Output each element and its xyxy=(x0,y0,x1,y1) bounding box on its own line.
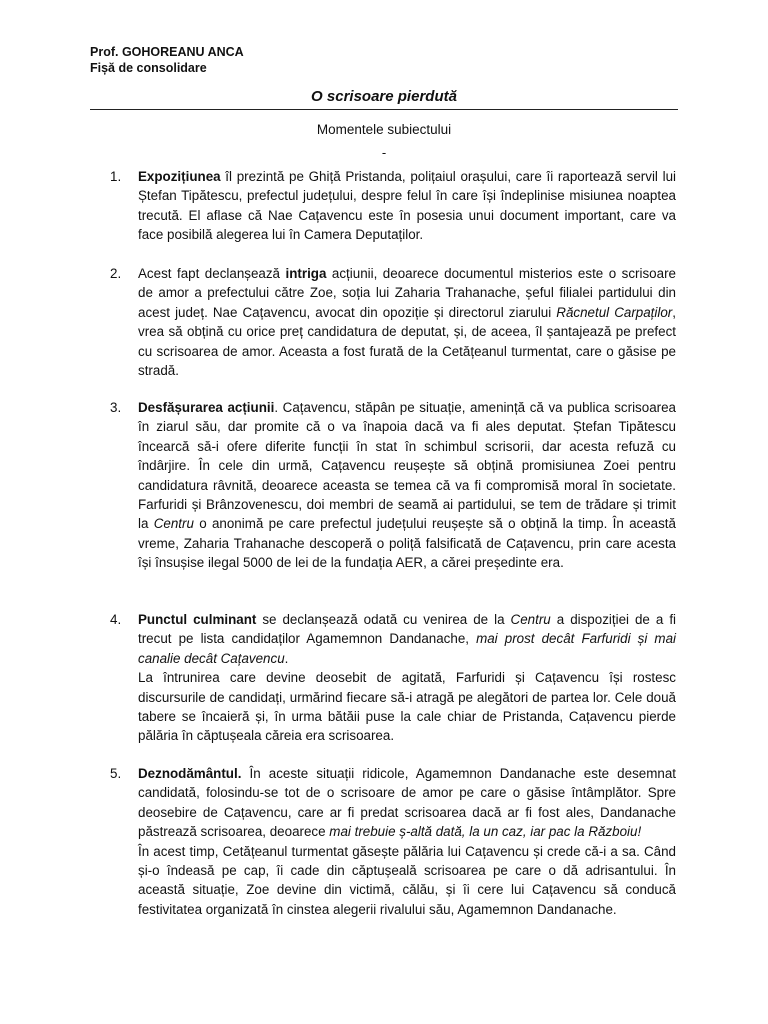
item-italic: mai prost decât Farfuridi și mai canalie decât Cațavencu xyxy=(138,631,676,666)
item-text: . xyxy=(284,650,289,666)
list-item-climax xyxy=(110,610,677,746)
section-heading: Momentele subiectului xyxy=(316,122,452,137)
item-number: 2. xyxy=(110,266,122,281)
item-keyword: intriga xyxy=(285,266,327,281)
item-text: Acest fapt declanșează xyxy=(138,266,286,281)
item-number: 1. xyxy=(110,169,122,184)
item-text: o anonimă pe care prefectul județului reușește să o obțină la timp. În această vreme, Zaharia Trahanache descoperă o poliță falsificată de Cațavencu, prin care acesta își însușise ilegal 5000 de lei de la fundația AER, a cărei președinte era. xyxy=(138,516,676,571)
item-text: acțiunii, deoarece documentul misterios este o scrisoare de amor a prefectului către Zoe, soția lui Zaharia Trahanache, șeful filialei partidului din acest județ. Nae Cațavencu, avocat din opoziție și directorul ziarului xyxy=(138,266,676,320)
item-paragraph: La întrunirea care devine deosebit de agitată, Farfuridi și Cațavencu își rostesc discursurile de candidați, urmărind fiecare să-i atragă pe alegători de partea lor. Cele două tabere se încaieră și, în urma bătăii puse la cale chiar de Pristanda, Cațavencu pierde pălăria în căptușeala căreia era scrisoarea. xyxy=(138,670,676,744)
item-number: 4. xyxy=(110,612,122,627)
item-keyword: Deznodământul. xyxy=(138,766,242,781)
item-text: se declanșează odată cu venirea de la xyxy=(256,612,511,627)
item-keyword: Desfășurarea acțiunii xyxy=(138,400,275,415)
author-name: Prof. GOHOREANU ANCA xyxy=(90,45,244,59)
item-paragraph xyxy=(138,764,676,842)
item-keyword: Expozițiunea xyxy=(138,169,221,184)
item-italic: Răcnetul Carpaților xyxy=(556,304,673,320)
list-item-intrigue xyxy=(110,264,676,380)
title-divider xyxy=(90,109,678,110)
item-italic: Centru xyxy=(153,516,194,532)
page-title: O scrisoare pierdută xyxy=(311,88,457,105)
list-item-denouement xyxy=(110,764,676,919)
item-text: îl prezintă pe Ghiță Pristanda, polițaiul orașului, care îi raportează servil lui Ștefan Tipătescu, prefectul județului, despre felul în care își îndeplinise misiunea noaptea trecută. El aflase că Nae Cațavencu este în posesia unui document important, care va face posibilă alegerea lui în Camera Deputaților. xyxy=(138,169,676,243)
item-text: . Cațavencu, stăpân pe situație, amenință că va publica scrisoarea în ziarul său, dar promite că o va înapoia dacă va fi ales deputat. Ștefan Tipătescu încearcă să-i ofere diferite funcții în stat în schimbul scrisorii, dar acesta refuză cu îndârjire. În cele din urmă, Cațavencu reușește să obțină promisiunea Zoei pentru candidatura râvnită, deoarece aceasta se temea că va fi compromisă moral în societate. Farfuridi și Brânzovenescu, doi membri de seamă ai partidului, se tem de trădare și trimit la xyxy=(138,400,676,532)
item-keyword: Punctul culminant xyxy=(138,612,257,627)
item-text: , vrea să obțină cu orice preț candidatura de deputat, și, de aceea, îl șantajează pe prefect cu scrisoarea de amor. Aceasta a fost furată de la Cetățeanul turmentat, care o găsise pe stradă. xyxy=(138,304,676,379)
list-item-exposition xyxy=(110,167,676,245)
item-italic: Centru xyxy=(510,612,551,627)
item-paragraph xyxy=(138,610,676,668)
dash-separator: - xyxy=(381,145,387,160)
worksheet-type: Fișă de consolidare xyxy=(90,61,207,75)
list-item-development xyxy=(110,398,676,573)
item-number: 3. xyxy=(110,400,122,415)
item-number: 5. xyxy=(110,766,122,781)
item-text: În aceste situații ridicole, Agamemnon Dandanache este desemnat candidată, folosindu-se tot de o scrisoare de amor pe care o găsise întâmplător. Spre deosebire de Cațavencu, care ar fi predat scrisoarea dacă ar fi fost ales, Dandanache păstrează scrisoarea, deoarece xyxy=(138,766,676,840)
item-text: a dispoziției de a fi trecut pe lista candidaților Agamemnon Dandanache, xyxy=(138,612,677,647)
item-paragraph: În acest timp, Cetățeanul turmentat găsește pălăria lui Cațavencu și crede că-i a sa. Când și-o îndeasă pe cap, îi cade din căptușeală scrisoarea pe care o dă adrisantului. În această situație, Zoe devine din victimă, călău, și îi cere lui Cațavencu să conducă festivitatea organizată în cinstea alegerii rivalului său, Agamemnon Dandanache. xyxy=(138,843,676,917)
item-italic: mai trebuie ș-altă dată, la un caz, iar pac la Războiu! xyxy=(329,824,642,840)
